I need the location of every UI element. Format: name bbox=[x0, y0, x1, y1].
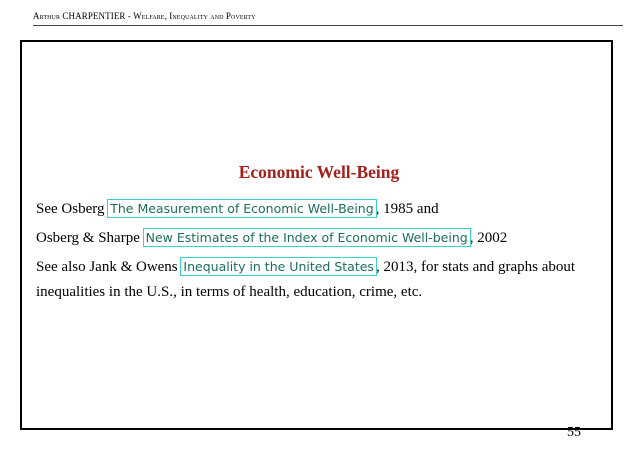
paragraph-text: , 1985 and bbox=[375, 201, 439, 217]
paragraph-text: See also Jank & Owens bbox=[36, 259, 182, 275]
header-rule bbox=[33, 25, 623, 26]
paragraph-text: See Osberg bbox=[36, 201, 109, 217]
link-inequality-united-states[interactable]: Inequality in the United States bbox=[183, 259, 374, 274]
link-index-economic-well-being[interactable]: New Estimates of the Index of Economic Well-being bbox=[145, 230, 468, 245]
paragraph-text: , 2013, for stats and graphs about inequalities in the U.S., in terms of health, education, crime, etc. bbox=[36, 259, 576, 300]
page-number: 55 bbox=[567, 425, 581, 440]
header-text: Arthur CHARPENTIER - Welfare, Inequality and Poverty bbox=[33, 11, 256, 21]
paragraph-osberg-sharpe bbox=[36, 225, 507, 251]
paragraph-osberg bbox=[36, 196, 439, 222]
slide-header bbox=[33, 9, 623, 29]
paragraph-text: , 2002 bbox=[469, 230, 508, 246]
paragraph-jank-owens bbox=[36, 254, 606, 305]
link-measurement-economic-well-being[interactable]: The Measurement of Economic Well-Being bbox=[110, 201, 374, 216]
paragraph-text: Osberg & Sharpe bbox=[36, 230, 144, 246]
slide-title: Economic Well-Being bbox=[238, 162, 400, 182]
